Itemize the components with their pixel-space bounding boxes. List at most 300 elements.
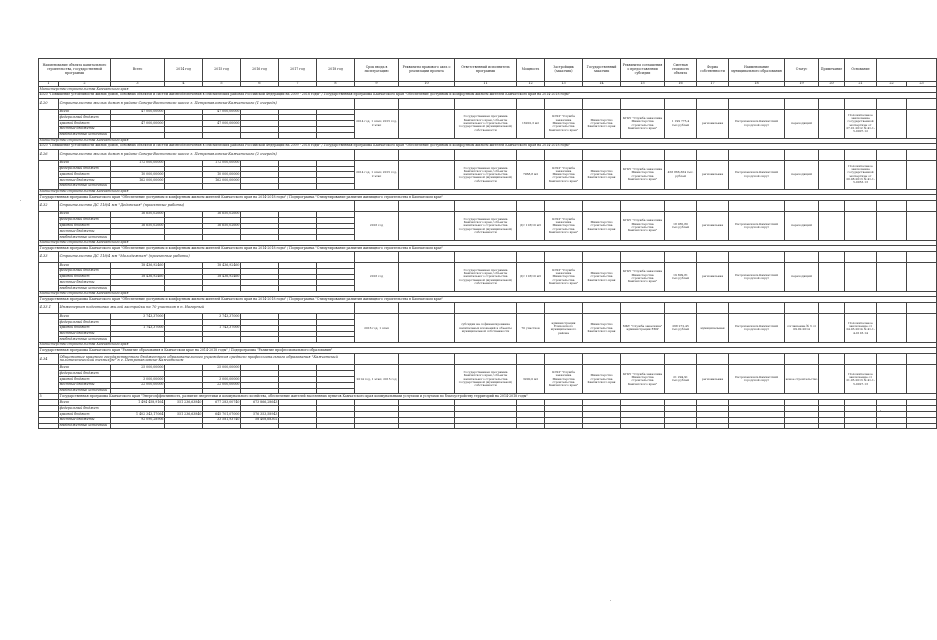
empty-cell xyxy=(907,149,937,160)
attribute-cell xyxy=(907,263,937,292)
section-title: Министерство строительства Камчатского края xyxy=(39,240,937,245)
empty-cell xyxy=(697,149,729,160)
financing-total: 10 000,00000 xyxy=(111,172,165,178)
attribute-cell xyxy=(877,211,907,240)
empty-cell xyxy=(785,200,819,211)
program-title: Государственная программа Камчатского края "Обеспечение доступным и комфортным жильем жителей Камчатского края на 2014-2018 годы" / Подпрограмма "Стимулирование развития жилищного строительства в Камчатском крае" xyxy=(39,194,937,200)
financing-total: 47 000,00000 xyxy=(111,121,165,127)
empty-cell xyxy=(621,303,665,314)
empty-cell xyxy=(355,423,399,429)
header-cell: 2016 год xyxy=(241,59,279,82)
object-name: Строительство ДС 118/4 мм "Молодежная" (проектные работы) xyxy=(59,252,355,263)
attribute-cell xyxy=(877,365,907,394)
empty-cell xyxy=(39,365,59,394)
attribute-cell: региональная xyxy=(697,263,729,292)
empty-cell xyxy=(399,354,455,365)
attribute-cell xyxy=(399,314,455,343)
column-number: 9 xyxy=(355,82,399,87)
object-name: Общежитие краевого государственного бюджетного образовательного учреждения среднего профессионального образования "Камчатский политехнический техникум" в г. Петропавловске-Камчатском xyxy=(59,354,355,365)
total-financing-row xyxy=(39,423,937,429)
attribute-cell: Петропавловск-Камчатский городской округ xyxy=(729,365,785,394)
total-financing-value: 673 866,28643 xyxy=(241,400,279,406)
empty-cell xyxy=(455,252,517,263)
attribute-cell: Положительное заключение от 21.05.2013 № 41-1-5-0027-13 xyxy=(845,365,877,394)
column-number: 3 xyxy=(111,82,165,87)
attribute-cell: КГКУ "Служба заказчика Министерства строительства Камчатского края" xyxy=(545,109,583,138)
financing-2015: 1 743,37000 xyxy=(203,325,241,331)
empty-cell xyxy=(545,423,583,429)
attribute-cell: администрация Елизовского муниципального района xyxy=(545,314,583,343)
empty-cell xyxy=(697,423,729,429)
financing-source: Всего xyxy=(59,314,111,320)
financing-source: федеральный бюджет xyxy=(59,320,111,326)
header-row xyxy=(39,59,937,82)
empty-cell xyxy=(583,423,621,429)
financing-2015: 22 000,00000 xyxy=(203,382,241,388)
attribute-cell: ДС 118/10 м3 xyxy=(517,211,545,240)
object-number: 4.20 xyxy=(39,98,59,109)
empty-cell xyxy=(907,200,937,211)
empty-cell xyxy=(355,303,399,314)
attribute-cell: 18 065,80 тыс.рублей xyxy=(665,211,697,240)
empty-cell xyxy=(845,423,877,429)
attribute-cell: региональная xyxy=(697,211,729,240)
attribute-cell: ДС 118/10 м3 xyxy=(517,263,545,292)
attribute-cell xyxy=(907,365,937,394)
section-title: Министерство строительства Камчатского края xyxy=(39,138,937,143)
header-cell: Статус xyxy=(785,59,819,82)
total-program-title: Государственная программа Камчатского края "Энергоэффективность, развитие энергетики и коммунального хозяйства, обеспечение жителей населенных пунктов Камчатского края коммунальными услугами и услугами по благоустройству территорий на 2014-2018 годы" xyxy=(59,394,937,400)
empty-cell xyxy=(729,98,785,109)
empty-cell xyxy=(665,303,697,314)
attribute-cell xyxy=(845,263,877,292)
header-cell: 2015 год xyxy=(203,59,241,82)
attribute-cell: Министерство строительства Камчатского края xyxy=(583,160,621,189)
column-number: 4 xyxy=(165,82,203,87)
scan-speck xyxy=(20,200,21,201)
empty-cell xyxy=(697,303,729,314)
financing-2015: 25 000,00000 xyxy=(203,365,241,371)
column-number: 10 xyxy=(399,82,455,87)
header-cell: 2017 год xyxy=(279,59,317,82)
scan-speck xyxy=(610,600,611,601)
empty-cell xyxy=(455,423,517,429)
attribute-cell: КГКУ "Служба заказчика Министерства строительства Камчатского края" xyxy=(621,365,665,394)
empty-cell xyxy=(455,149,517,160)
empty-cell xyxy=(355,149,399,160)
empty-cell xyxy=(819,149,845,160)
empty-cell xyxy=(729,303,785,314)
empty-cell xyxy=(845,252,877,263)
financing-total: 25 000,00000 xyxy=(111,365,165,371)
attribute-cell: Петропавловск-Камчатский городской округ xyxy=(729,314,785,343)
empty-cell xyxy=(785,303,819,314)
column-number: 16 xyxy=(665,82,697,87)
empty-cell xyxy=(399,200,455,211)
attribute-cell: МКУ "Служба заказчика" администрации ЕМР xyxy=(621,314,665,343)
empty-cell xyxy=(621,354,665,365)
object-number: 4.33.1 xyxy=(39,303,59,314)
attribute-cell xyxy=(399,263,455,292)
attribute-cell xyxy=(877,160,907,189)
empty-cell xyxy=(455,303,517,314)
empty-cell xyxy=(583,303,621,314)
financing-total: 16 650,02600 xyxy=(111,211,165,217)
empty-cell xyxy=(399,423,455,429)
object-row xyxy=(39,200,937,211)
attribute-cell: 2016 год xyxy=(355,211,399,240)
empty-cell xyxy=(355,354,399,365)
header-cell: Государственный заказчик xyxy=(583,59,621,82)
empty-cell xyxy=(665,354,697,365)
empty-cell xyxy=(621,98,665,109)
attribute-cell xyxy=(819,263,845,292)
empty-cell xyxy=(697,200,729,211)
empty-cell xyxy=(785,149,819,160)
investment-table xyxy=(38,58,937,429)
object-name: Инженерная подготовка жилой застройки на 70 участков в п. Нагорный xyxy=(59,303,355,314)
empty-cell xyxy=(545,252,583,263)
object-row xyxy=(39,303,937,314)
empty-cell xyxy=(729,200,785,211)
financing-source: краевой бюджет xyxy=(59,172,111,178)
empty-cell xyxy=(729,423,785,429)
column-number: 6 xyxy=(241,82,279,87)
empty-cell xyxy=(39,263,59,292)
attribute-cell: КГКУ "Служба заказчика Министерства строительства Камчатского края" xyxy=(621,211,665,240)
attribute-cell: Положительное заключение государственной экспертизы от 27.01.2012 № 41-1-5-0007-12 xyxy=(845,109,877,138)
empty-cell xyxy=(621,252,665,263)
financing-2015: 18 436,92460 xyxy=(203,274,241,280)
attribute-cell: Положительное заключение государственной экспертизы от 20.08.2013 № 41-1-5-0053-13 xyxy=(845,160,877,189)
column-number: 8 xyxy=(317,82,355,87)
object-name: Строительство жилых домов в районе Северо-Восточного шоссе г. Петропавловска-Камчатского (1 очередь) xyxy=(59,98,355,109)
total-financing-value: 92 090,28906 xyxy=(111,417,165,423)
program-title: Государственная программа Камчатского края "Обеспечение доступным и комфортным жильем жителей Камчатского края на 2014-2018 годы" / Подпрограмма "Стимулирование развития жилищного строительства в Камчатском крае" xyxy=(39,246,937,252)
scan-speck xyxy=(880,410,881,411)
empty-cell xyxy=(517,303,545,314)
column-number: 22 xyxy=(877,82,907,87)
empty-cell xyxy=(545,149,583,160)
financing-source: внебюджетные источники xyxy=(59,337,111,343)
header-cell: Реквизиты правового акта о реализации проекта xyxy=(399,59,455,82)
empty-cell xyxy=(399,149,455,160)
financing-source: внебюджетные источники xyxy=(59,286,111,292)
financing-source: краевой бюджет xyxy=(59,377,111,383)
attribute-cell xyxy=(877,314,907,343)
empty-cell xyxy=(517,149,545,160)
empty-cell xyxy=(877,354,907,365)
attribute-cell: Петропавловск-Камчатский городской округ xyxy=(729,109,785,138)
empty-cell xyxy=(39,160,59,189)
empty-cell xyxy=(845,200,877,211)
empty-cell xyxy=(845,354,877,365)
attribute-cell: 2016 год xyxy=(355,263,399,292)
financing-source: местные бюджеты xyxy=(59,178,111,184)
column-number: 2 xyxy=(59,82,111,87)
financing-source: местные бюджеты xyxy=(59,126,111,132)
attribute-cell xyxy=(907,160,937,189)
header-cell: Наименование объекта капитального строительства, государственной программы xyxy=(39,59,111,82)
total-financing-source: краевой бюджет xyxy=(59,412,111,418)
attribute-cell xyxy=(399,211,455,240)
total-number: 5 xyxy=(39,394,59,400)
financing-total: 172 000,00000 xyxy=(111,160,165,166)
attribute-cell: Государственная программа Камчатского края / объекты капитального строительства государственной (муниципальной) собственности xyxy=(455,365,517,394)
empty-cell xyxy=(785,354,819,365)
section-title: Министерство строительства Камчатского края xyxy=(39,292,937,297)
empty-cell xyxy=(665,252,697,263)
attribute-cell: региональная xyxy=(697,109,729,138)
total-financing-value: 58 408,68302 xyxy=(241,417,279,423)
object-name: Строительство жилых домов в районе Северо-Восточного шоссе г. Петропавловска-Камчатского (2 очередь) xyxy=(59,149,355,160)
object-number: 4.34 xyxy=(39,354,59,365)
column-number: 12 xyxy=(517,82,545,87)
empty-cell xyxy=(697,252,729,263)
financing-total: 162 000,00000 xyxy=(111,178,165,184)
empty-cell xyxy=(819,200,845,211)
attribute-cell: КГКУ "Служба заказчика Министерства строительства Камчатского края" xyxy=(621,109,665,138)
attribute-cell: Министерство строительства Камчатского края xyxy=(583,365,621,394)
header-cell: Мощность xyxy=(517,59,545,82)
attribute-cell: КГКУ "Служба заказчика Министерства строительства Камчатского края" xyxy=(621,160,665,189)
attribute-cell: КГКУ "Служба заказчика Министерства строительства Камчатского края" xyxy=(545,263,583,292)
section-title: Министерство строительства Камчатского края xyxy=(39,343,937,348)
attribute-cell: Петропавловск-Камчатский городской округ xyxy=(729,211,785,240)
financing-source: внебюджетные источники xyxy=(59,183,111,189)
attribute-cell: 2014 год, 1 этап; 2015 год, 2 этап xyxy=(355,109,399,138)
document-page xyxy=(38,58,924,538)
financing-source: Всего xyxy=(59,109,111,115)
attribute-cell: Положительное заключение от 24.03.2014 № 41-1-4-0118-14 xyxy=(845,314,877,343)
attribute-cell: Министерство строительства Камчатского края xyxy=(583,263,621,292)
column-number: 7 xyxy=(279,82,317,87)
column-number: 20 xyxy=(819,82,845,87)
column-number: 23 xyxy=(907,82,937,87)
empty-cell xyxy=(621,200,665,211)
financing-source: федеральный бюджет xyxy=(59,115,111,121)
attribute-cell xyxy=(399,160,455,189)
column-number: 13 xyxy=(545,82,583,87)
column-number: 18 xyxy=(729,82,785,87)
attribute-cell: переходящий xyxy=(785,263,819,292)
program-title: 4020 "Повышение устойчивости жилых домов, основных объектов и систем жизнеобеспечения в сейсмических районах Российской Федерации на 2009 - 2018 годы" / Государственная программа Камчатского края "Обеспечение доступным и комфортным жильем жителей Камчатского края на 2014-2018 годы" xyxy=(39,92,937,98)
object-row xyxy=(39,98,937,109)
column-number: 14 xyxy=(583,82,621,87)
total-financing-value: 1 494 458,9164 xyxy=(111,400,165,406)
financing-source: внебюджетные источники xyxy=(59,388,111,394)
attribute-cell: муниципальная xyxy=(697,314,729,343)
attribute-cell: субсидии на софинансирование капитальных вложений в объекты муниципальной собственности xyxy=(455,314,517,343)
empty-cell xyxy=(845,149,877,160)
empty-cell xyxy=(355,252,399,263)
attribute-cell: Петропавловск-Камчатский городской округ xyxy=(729,263,785,292)
header-cell: Примечание xyxy=(819,59,845,82)
empty-cell xyxy=(907,423,937,429)
attribute-cell xyxy=(907,211,937,240)
empty-cell xyxy=(545,354,583,365)
financing-source: краевой бюджет xyxy=(59,325,111,331)
attribute-cell xyxy=(845,211,877,240)
empty-cell xyxy=(907,303,937,314)
empty-cell xyxy=(399,303,455,314)
empty-cell xyxy=(907,252,937,263)
financing-2015: 47 000,00000 xyxy=(203,121,241,127)
empty-cell xyxy=(845,303,877,314)
total-financing-value xyxy=(165,423,203,429)
attribute-cell: 2014 год, 1 этап; 2015 год, 2 этап xyxy=(355,160,399,189)
empty-cell xyxy=(621,149,665,160)
attribute-cell xyxy=(819,160,845,189)
program-title: 4020 "Повышение устойчивости жилых домов, основных объектов и систем жизнеобеспечения в сейсмических районах Российской Федерации на 2009 - 2018 годы" / Государственная программа Камчатского края "Обеспечение доступным и комфортным жильем жителей Камчатского края на 2014-2018 годы" xyxy=(39,143,937,149)
total-financing-source: местные бюджеты xyxy=(59,417,111,423)
financing-2015: 3 743,37000 xyxy=(203,314,241,320)
attribute-cell xyxy=(399,365,455,394)
empty-cell xyxy=(517,354,545,365)
empty-cell xyxy=(583,252,621,263)
empty-cell xyxy=(317,423,355,429)
empty-cell xyxy=(785,98,819,109)
empty-cell xyxy=(39,109,59,138)
financing-2015: 3 000,00000 xyxy=(203,377,241,383)
empty-cell xyxy=(907,98,937,109)
financing-source: внебюджетные источники xyxy=(59,235,111,241)
empty-cell xyxy=(877,149,907,160)
attribute-cell: КГКУ "Служба заказчика Министерства строительства Камчатского края" xyxy=(545,160,583,189)
attribute-cell: КГКУ "Служба заказчика Министерства строительства Камчатского края" xyxy=(545,365,583,394)
total-financing-value: 551 236,63840 xyxy=(165,412,203,418)
attribute-cell xyxy=(907,314,937,343)
financing-source: местные бюджеты xyxy=(59,280,111,286)
empty-cell xyxy=(39,211,59,240)
financing-total: 16 650,02600 xyxy=(111,223,165,229)
total-financing-source: внебюджетные источники xyxy=(59,423,111,429)
empty-cell xyxy=(729,252,785,263)
column-number: 19 xyxy=(785,82,819,87)
empty-cell xyxy=(583,354,621,365)
financing-source: федеральный бюджет xyxy=(59,166,111,172)
attribute-cell: Государственная программа Камчатского края / объекты капитального строительства государственной (муниципальной) собственности xyxy=(455,211,517,240)
empty-cell xyxy=(877,252,907,263)
total-financing-value: 33 581,93740 xyxy=(203,417,241,423)
empty-cell xyxy=(819,98,845,109)
empty-cell xyxy=(399,98,455,109)
empty-cell xyxy=(729,149,785,160)
attribute-cell xyxy=(877,263,907,292)
table-body xyxy=(39,87,937,429)
empty-cell xyxy=(455,354,517,365)
empty-cell xyxy=(583,200,621,211)
empty-cell xyxy=(877,423,907,429)
total-financing-value xyxy=(111,423,165,429)
financing-source: местные бюджеты xyxy=(59,331,111,337)
attribute-cell: 1 199 775,4 тыс.рублей xyxy=(665,109,697,138)
attribute-cell xyxy=(907,109,937,138)
empty-cell xyxy=(819,303,845,314)
empty-cell xyxy=(39,314,59,343)
financing-source: краевой бюджет xyxy=(59,121,111,127)
financing-total: 3 743,37000 xyxy=(111,314,165,320)
attribute-cell xyxy=(399,109,455,138)
empty-cell xyxy=(785,423,819,429)
empty-cell xyxy=(729,354,785,365)
empty-cell xyxy=(517,252,545,263)
financing-source: краевой бюджет xyxy=(59,274,111,280)
empty-cell xyxy=(665,98,697,109)
attribute-cell xyxy=(819,365,845,394)
empty-cell xyxy=(279,423,317,429)
empty-cell xyxy=(517,423,545,429)
empty-cell xyxy=(583,98,621,109)
financing-source: Всего xyxy=(59,211,111,217)
attribute-cell: региональная xyxy=(697,365,729,394)
attribute-cell: новое строительство xyxy=(785,365,819,394)
financing-2015: 172 000,00000 xyxy=(203,160,241,166)
column-number: 11 xyxy=(455,82,517,87)
total-financing-value: 677 283,00740 xyxy=(203,400,241,406)
financing-2015: 10 000,00000 xyxy=(203,172,241,178)
header-cell: Ответственный исполнитель программы xyxy=(455,59,517,82)
financing-source: Всего xyxy=(59,263,111,269)
attribute-cell: 70 участков xyxy=(517,314,545,343)
financing-total: 22 000,00000 xyxy=(111,382,165,388)
attribute-cell: соглашение № 3 от 09.02.2014 xyxy=(785,314,819,343)
total-financing-value xyxy=(203,423,241,429)
column-number: 5 xyxy=(203,82,241,87)
header-cell: Наименование муниципального образования xyxy=(729,59,785,82)
header-cell xyxy=(877,59,937,82)
program-title: Государственная программа Камчатского края "Обеспечение доступным и комфортным жильем жителей Камчатского края на 2014-2018 годы" / Подпрограмма "Стимулирование развития жилищного строительства в Камчатском крае" xyxy=(39,297,937,303)
financing-source: федеральный бюджет xyxy=(59,268,111,274)
total-financing-source: Всего xyxy=(59,400,111,406)
attribute-cell: региональная xyxy=(697,160,729,189)
object-row xyxy=(39,354,937,365)
empty-cell xyxy=(545,200,583,211)
total-financing-value: 551 236,63840 xyxy=(165,400,203,406)
column-number: 21 xyxy=(845,82,877,87)
financing-source: федеральный бюджет xyxy=(59,217,111,223)
attribute-cell xyxy=(877,109,907,138)
empty-cell xyxy=(877,98,907,109)
empty-cell xyxy=(907,354,937,365)
financing-2015: 162 000,00000 xyxy=(203,178,241,184)
attribute-cell xyxy=(819,109,845,138)
attribute-cell: переходящий xyxy=(785,160,819,189)
financing-2015: 18 436,92460 xyxy=(203,263,241,269)
attribute-cell: КГКУ "Служба заказчика Министерства строительства Камчатского края" xyxy=(545,211,583,240)
empty-cell xyxy=(877,303,907,314)
empty-cell xyxy=(399,252,455,263)
financing-total: 18 436,92460 xyxy=(111,263,165,269)
empty-cell xyxy=(665,423,697,429)
empty-cell xyxy=(545,98,583,109)
object-number: 4.33 xyxy=(39,252,59,263)
financing-2015: 16 650,02600 xyxy=(203,211,241,217)
financing-total: 1 743,37000 xyxy=(111,325,165,331)
empty-cell xyxy=(583,149,621,160)
attribute-cell: 7968,8 м2 xyxy=(517,160,545,189)
program-title: Государственная программа Камчатского края "Развитие образования в Камчатском крае на 2014-2018 годы" / Подпрограмма "Развитие профессионального образования" xyxy=(39,348,937,354)
empty-cell xyxy=(621,423,665,429)
object-number: 4.32 xyxy=(39,200,59,211)
attribute-cell: 19 809,81 тыс.рублей xyxy=(665,263,697,292)
object-row xyxy=(39,149,937,160)
empty-cell xyxy=(355,200,399,211)
object-row xyxy=(39,252,937,263)
attribute-cell: 268 272,45 тыс.рублей xyxy=(665,314,697,343)
empty-cell xyxy=(819,354,845,365)
empty-cell xyxy=(877,200,907,211)
